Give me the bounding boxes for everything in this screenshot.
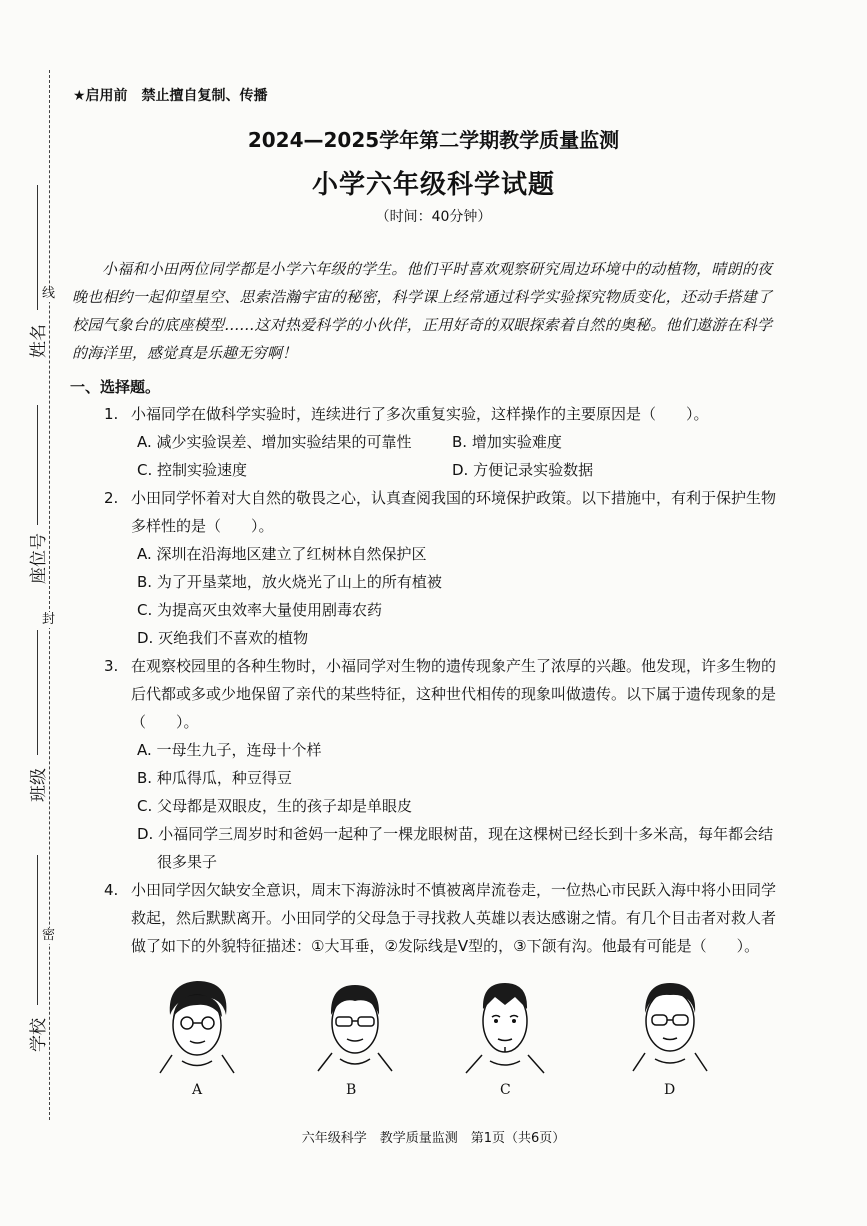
q2-option-d[interactable]: D. 灭绝我们不喜欢的植物 xyxy=(137,629,309,647)
question-number: 1. xyxy=(104,405,119,423)
q2-option-b[interactable]: B. 为了开垦菜地，放火烧光了山上的所有植被 xyxy=(137,573,442,591)
face-c-label: C xyxy=(500,1082,511,1098)
name-field-label: 姓名 xyxy=(29,324,49,358)
binding-dashed-line xyxy=(49,70,50,1120)
seal-mark-xian: 线 xyxy=(42,286,56,301)
school-field-label: 学校 xyxy=(29,1018,49,1052)
exam-title: 2024—2025学年第二学期教学质量监测 xyxy=(247,128,620,152)
question-4 xyxy=(104,876,776,960)
face-d-label: D xyxy=(664,1082,676,1098)
face-a-label: A xyxy=(192,1082,203,1098)
face-a-illustration[interactable] xyxy=(152,975,242,1075)
question-number: 3. xyxy=(104,657,119,675)
page-footer: 六年级科学 教学质量监测 第1页（共6页） xyxy=(301,1131,566,1146)
question-stem: 小福同学在做科学实验时，连续进行了多次重复实验，这样操作的主要原因是（ ）。 xyxy=(131,405,709,423)
seat-field-label: 座位号 xyxy=(29,533,49,584)
face-c-illustration[interactable] xyxy=(460,975,550,1075)
exam-subtitle: 小学六年级科学试题 xyxy=(311,170,555,200)
q3-option-c[interactable]: C. 父母都是双眼皮，生的孩子却是单眼皮 xyxy=(137,797,413,815)
q3-option-a[interactable]: A. 一母生九子，连母十个样 xyxy=(137,741,322,759)
seal-mark-mi: 密 xyxy=(42,928,56,943)
question-3 xyxy=(104,652,776,736)
q1-option-a[interactable]: A. 减少实验误差、增加实验结果的可靠性 xyxy=(137,433,412,451)
question-stem: 小田同学怀着对大自然的敬畏之心，认真查阅我国的环境保护政策。以下措施中，有利于保护生物多样性的是（ ）。 xyxy=(131,489,777,535)
q1-option-c[interactable]: C. 控制实验速度 xyxy=(137,461,248,479)
section-title: 一、选择题。 xyxy=(70,378,161,396)
school-field-line[interactable] xyxy=(37,855,38,1005)
seat-field-line[interactable] xyxy=(37,405,38,525)
question-stem: 在观察校园里的各种生物时，小福同学对生物的遗传现象产生了浓厚的兴趣。他发现，许多生物的后代都或多或少地保留了亲代的某些特征，这种世代相传的现象叫做遗传。以下属于遗传现象的是（ ）。 xyxy=(131,657,777,731)
question-1 xyxy=(104,400,776,428)
face-b-label: B xyxy=(346,1082,357,1098)
q2-option-c[interactable]: C. 为提高灭虫效率大量使用剧毒农药 xyxy=(137,601,383,619)
class-field-label: 班级 xyxy=(29,768,49,802)
name-field-line[interactable] xyxy=(37,185,38,310)
face-d-illustration[interactable] xyxy=(625,975,715,1075)
seal-mark-feng: 封 xyxy=(42,612,56,627)
intro-paragraph: 小福和小田两位同学都是小学六年级的学生。他们平时喜欢观察研究周边环境中的动植物，晴朗的夜晚也相约一起仰望星空、思索浩瀚宇宙的秘密，科学课上经常通过科学实验探究物质变化，还动手搭建了校园气象台的底座模型……这对热爱科学的小伙伴，正用好奇的双眼探索着自然的奥秘。他们遨游在科学的海洋里，感觉真是乐趣无穷啊！ xyxy=(72,260,772,362)
q3-option-d[interactable] xyxy=(137,820,777,876)
q3-option-d-text: D. 小福同学三周岁时和爸妈一起种了一棵龙眼树苗，现在这棵树已经长到十多米高，每年都会结很多果子 xyxy=(137,825,774,871)
question-2 xyxy=(104,484,776,540)
exam-time: （时间：40分钟） xyxy=(375,209,492,225)
q1-option-d[interactable]: D. 方便记录实验数据 xyxy=(452,461,594,479)
q1-option-b[interactable]: B. 增加实验难度 xyxy=(452,433,562,451)
class-field-line[interactable] xyxy=(37,630,38,755)
q2-option-a[interactable]: A. 深圳在沿海地区建立了红树林自然保护区 xyxy=(137,545,427,563)
question-stem: 小田同学因欠缺安全意识，周末下海游泳时不慎被离岸流卷走，一位热心市民跃入海中将小田同学救起，然后默默离开。小田同学的父母急于寻找救人英雄以表达感谢之情。有几个目击者对救人者做了如下的外貌特征描述：①大耳垂，②发际线是V型的，③下颌有沟。他最有可能是（ ）。 xyxy=(131,881,777,955)
face-b-illustration[interactable] xyxy=(310,975,400,1075)
q3-option-b[interactable]: B. 种瓜得瓜，种豆得豆 xyxy=(137,769,292,787)
question-number: 4. xyxy=(104,881,119,899)
question-number: 2. xyxy=(104,489,119,507)
confidential-notice: ★启用前 禁止擅自复制、传播 xyxy=(73,88,268,104)
